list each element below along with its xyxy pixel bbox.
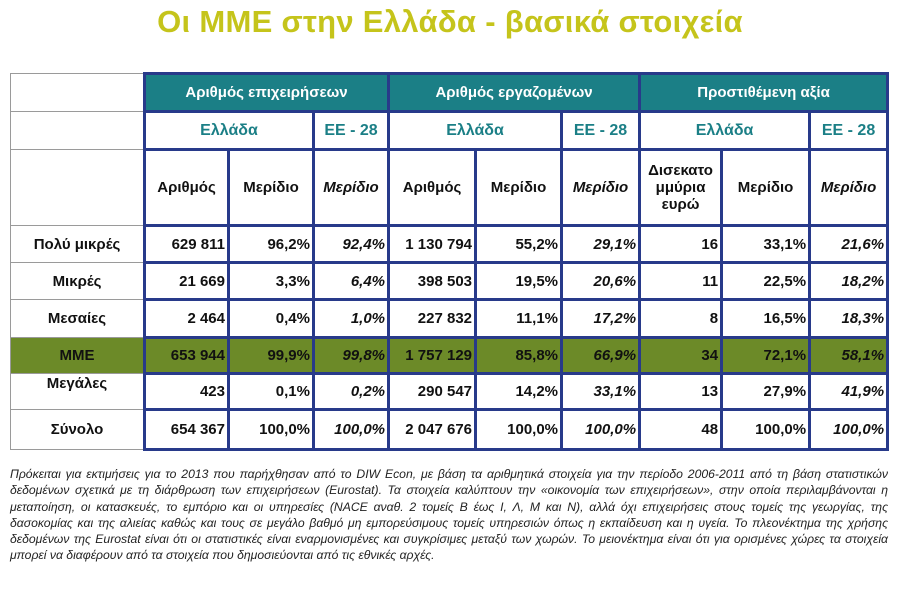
table-cell: 85,8% <box>476 338 562 374</box>
table-cell: 34 <box>640 338 722 374</box>
table-cell: 18,3% <box>810 300 888 338</box>
column-header: Μερίδιο <box>476 150 562 226</box>
table-cell: 8 <box>640 300 722 338</box>
table-row <box>11 263 888 300</box>
corner-cell <box>11 74 145 112</box>
row-label: Μεσαίες <box>11 300 145 338</box>
table-cell: 100,0% <box>562 410 640 450</box>
table-cell: 27,9% <box>722 374 810 410</box>
table-cell: 1 130 794 <box>389 226 476 263</box>
subheader: ΕΕ - 28 <box>562 112 640 150</box>
page-title: Οι ΜΜΕ στην Ελλάδα - βασικά στοιχεία <box>157 4 743 39</box>
table-cell: 100,0% <box>229 410 314 450</box>
table-cell: 1,0% <box>314 300 389 338</box>
table-cell: 398 503 <box>389 263 476 300</box>
corner-cell <box>11 150 145 226</box>
table-row <box>11 300 888 338</box>
row-label: Πολύ μικρές <box>11 226 145 263</box>
table-cell: 33,1% <box>722 226 810 263</box>
column-header: Μερίδιο <box>314 150 389 226</box>
table-cell: 100,0% <box>810 410 888 450</box>
table-cell: 17,2% <box>562 300 640 338</box>
table-row-total <box>11 410 888 450</box>
table-cell: 92,4% <box>314 226 389 263</box>
table-cell: 0,2% <box>314 374 389 410</box>
table-cell: 16,5% <box>722 300 810 338</box>
column-header: Μερίδιο <box>229 150 314 226</box>
table-cell: 6,4% <box>314 263 389 300</box>
sme-table-container <box>10 72 889 451</box>
table-cell: 41,9% <box>810 374 888 410</box>
table-cell: 96,2% <box>229 226 314 263</box>
table-row-sme-total <box>11 338 888 374</box>
row-label: Μεγάλες <box>11 374 145 410</box>
table-cell: 21,6% <box>810 226 888 263</box>
group-header: Αριθμός επιχειρήσεων <box>145 74 389 112</box>
table-cell: 227 832 <box>389 300 476 338</box>
column-header: Δισεκατο μμύρια ευρώ <box>640 150 722 226</box>
corner-cell <box>11 112 145 150</box>
footnote: Πρόκειται για εκτιμήσεις για το 2013 που παρήχθησαν από το DIW Econ, με βάση τα αριθμητικά στοιχεία για την περίοδο 2006-2011 από τη βάση στατιστικών δεδομένων σχετικά με τη διάρθρωση των επιχειρήσεων (Eurostat). Τα στοιχεία καλύπτουν την «οικονομία των επιχειρήσεων», στην οποία περιλαμβάνονται η μεταποίηση, οι κατασκευές, το εμπόριο και οι υπηρεσίες (NACE αναθ. 2 τομείς Β έως Ι, Λ, Μ και Ν), αλλά όχι επιχειρήσεις στους τομείς της γεωργίας, της δασοκομίας και της αλιείας καθώς και τους σε μεγάλο βαθμό μη εμπορεύσιμους τομείς υπηρεσιών όπως η εκπαίδευση και η υγεία. Το πλεονέκτημα της χρήσης δεδομένων της Eurostat είναι ότι οι στατιστικές είναι εναρμονισμένες και συγκρίσιμες μεταξύ των χωρών. Το μειονέκτημα είναι ότι για ορισμένες χώρες τα στοιχεία μπορεί να διαφέρουν από τα στοιχεία που δημοσιεύονται από τις εθνικές αρχές. <box>10 467 888 563</box>
table-cell: 0,1% <box>229 374 314 410</box>
table-cell: 0,4% <box>229 300 314 338</box>
table-cell: 100,0% <box>722 410 810 450</box>
column-header: Μερίδιο <box>722 150 810 226</box>
table-cell: 20,6% <box>562 263 640 300</box>
group-header-row <box>11 74 888 112</box>
table-cell: 100,0% <box>476 410 562 450</box>
table-cell: 99,9% <box>229 338 314 374</box>
table-cell: 29,1% <box>562 226 640 263</box>
table-cell: 423 <box>145 374 229 410</box>
table-cell: 66,9% <box>562 338 640 374</box>
group-header: Προστιθέμενη αξία <box>640 74 888 112</box>
table-cell: 58,1% <box>810 338 888 374</box>
table-cell: 33,1% <box>562 374 640 410</box>
column-header: Αριθμός <box>389 150 476 226</box>
table-cell: 19,5% <box>476 263 562 300</box>
table-cell: 22,5% <box>722 263 810 300</box>
table-cell: 2 464 <box>145 300 229 338</box>
subheader: Ελλάδα <box>640 112 810 150</box>
table-cell: 3,3% <box>229 263 314 300</box>
table-cell: 653 944 <box>145 338 229 374</box>
table-cell: 21 669 <box>145 263 229 300</box>
table-cell: 11 <box>640 263 722 300</box>
column-header: Μερίδιο <box>562 150 640 226</box>
sme-table <box>10 72 889 451</box>
table-row <box>11 226 888 263</box>
row-label: Μικρές <box>11 263 145 300</box>
column-header-row <box>11 150 888 226</box>
table-cell: 72,1% <box>722 338 810 374</box>
subheader: ΕΕ - 28 <box>810 112 888 150</box>
table-cell: 99,8% <box>314 338 389 374</box>
column-header: Αριθμός <box>145 150 229 226</box>
subheader: ΕΕ - 28 <box>314 112 389 150</box>
table-cell: 2 047 676 <box>389 410 476 450</box>
table-cell: 14,2% <box>476 374 562 410</box>
row-label: Σύνολο <box>11 410 145 450</box>
table-cell: 13 <box>640 374 722 410</box>
table-cell: 654 367 <box>145 410 229 450</box>
table-cell: 290 547 <box>389 374 476 410</box>
table-cell: 629 811 <box>145 226 229 263</box>
table-row <box>11 374 888 410</box>
table-cell: 55,2% <box>476 226 562 263</box>
table-cell: 18,2% <box>810 263 888 300</box>
column-header: Μερίδιο <box>810 150 888 226</box>
table-cell: 1 757 129 <box>389 338 476 374</box>
subheader: Ελλάδα <box>389 112 562 150</box>
table-cell: 11,1% <box>476 300 562 338</box>
row-label: ΜΜΕ <box>11 338 145 374</box>
subheader: Ελλάδα <box>145 112 314 150</box>
table-cell: 48 <box>640 410 722 450</box>
subheader-row <box>11 112 888 150</box>
group-header: Αριθμός εργαζομένων <box>389 74 640 112</box>
table-cell: 16 <box>640 226 722 263</box>
table-cell: 100,0% <box>314 410 389 450</box>
